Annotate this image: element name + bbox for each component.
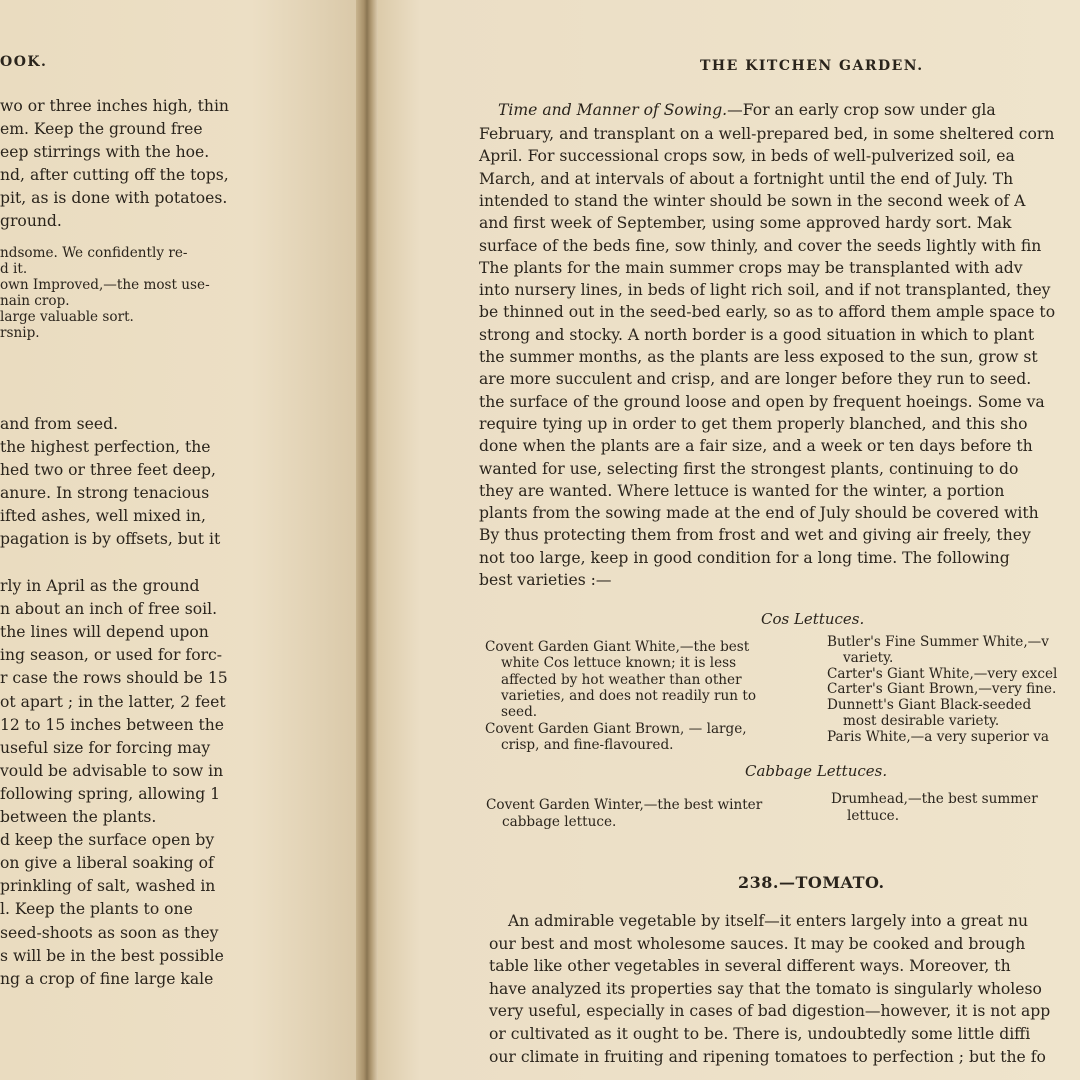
text-line: hed two or three feet deep,: [0, 461, 216, 479]
text-line: pagation is by offsets, but it: [0, 530, 221, 548]
text-line: or cultivated as it ought to be. There is, undoubtedly some little diffi: [489, 1025, 1031, 1043]
text-line: d it.: [0, 261, 28, 277]
text-line: plants from the sowing made at the end of July should be covered with: [479, 504, 1039, 523]
text-line: anure. In strong tenacious: [0, 484, 210, 502]
text-line: ground.: [0, 212, 62, 230]
text-line: crisp, and fine-flavoured.: [501, 736, 674, 753]
text-line: March, and at intervals of about a fortnight until the end of July. Th: [479, 169, 1014, 188]
text-line: not too large, keep in good condition for a long time. The following: [479, 548, 1010, 567]
text-line: between the plants.: [0, 808, 157, 826]
text-line: surface of the beds fine, sow thinly, and cover the seeds lightly with fin: [479, 236, 1042, 255]
text-line: 12 to 15 inches between the: [0, 715, 225, 734]
text-line: the surface of the ground loose and open by frequent hoeings. Some va: [479, 392, 1045, 411]
text-line: very useful, especially in cases of bad digestion—however, it is not app: [489, 1002, 1051, 1021]
text-line: and from seed.: [0, 415, 119, 433]
text-line: our climate in fruiting and ripening tomatoes to perfection ; but the fo: [489, 1047, 1046, 1066]
text-line: ndsome. We confidently re-: [0, 245, 188, 261]
text-line: rsnip.: [0, 325, 40, 341]
text-line: n about an inch of free soil.: [0, 600, 218, 619]
text-line: s will be in the best possible: [0, 946, 224, 965]
text-line: on give a liberal soaking of: [0, 854, 214, 873]
text-line: Carter's Giant Brown,—very fine.: [827, 681, 1057, 698]
text-line: em. Keep the ground free: [0, 120, 203, 138]
text-line: large valuable sort.: [0, 309, 134, 325]
text-line: Covent Garden Giant White,—the best: [485, 639, 750, 655]
text-line: variety.: [843, 649, 894, 666]
text-line: seed-shoots as soon as they: [0, 923, 219, 942]
text-line: ng a crop of fine large kale: [0, 969, 214, 988]
text-line: rly in April as the ground: [0, 577, 200, 595]
right-running-head: THE KITCHEN GARDEN.: [700, 58, 924, 74]
text-line: our best and most wholesome sauces. It may be cooked and brough: [489, 934, 1026, 953]
cabbage-lettuces-heading: Cabbage Lettuces.: [745, 762, 888, 780]
text-line: By thus protecting them from frost and wet and giving air freely, they: [479, 526, 1031, 545]
text-line: Covent Garden Giant Brown, — large,: [485, 720, 747, 737]
text-line: have analyzed its properties say that the tomato is singularly wholeso: [489, 979, 1042, 998]
text-line: white Cos lettuce known; it is less: [501, 655, 737, 672]
text-line: be thinned out in the seed-bed early, so as to afford them ample space to: [479, 303, 1056, 322]
text-line: April. For successional crops sow, in beds of well-pulverized soil, ea: [479, 147, 1015, 166]
text-line: varieties, and does not readily run to: [501, 687, 757, 704]
text-line: nain crop.: [0, 293, 70, 309]
paragraph-lead-italic: Time and Manner of Sowing.: [498, 101, 728, 119]
text-line: Carter's Giant White,—very excel: [827, 665, 1058, 682]
text-line: most desirable variety.: [843, 713, 1000, 729]
text-line: ifted ashes, well mixed in,: [0, 507, 206, 525]
text-line: nd, after cutting off the tops,: [0, 166, 229, 184]
text-line: best varieties :—: [479, 571, 612, 589]
text-line: ot apart ; in the latter, 2 feet: [0, 692, 226, 711]
text-line: The plants for the main summer crops may be transplanted with adv: [479, 258, 1023, 277]
text-line: useful size for forcing may: [0, 738, 211, 757]
text-line: February, and transplant on a well-prepared bed, in some sheltered corn: [479, 125, 1055, 143]
tomato-section-title: 238.—TOMATO.: [738, 873, 885, 892]
text-line: Dunnett's Giant Black-seeded: [827, 697, 1032, 714]
text-line: and first week of September, using some approved hardy sort. Mak: [479, 214, 1012, 233]
text-line: own Improved,—the most use-: [0, 277, 210, 293]
text-line: table like other vegetables in several different ways. Moreover, th: [489, 957, 1011, 976]
text-line: into nursery lines, in beds of light rich soil, and if not transplanted, they: [479, 281, 1051, 300]
text-line: the lines will depend upon: [0, 623, 209, 642]
text-line: Paris White,—a very superior va: [827, 728, 1050, 745]
text-line: following spring, allowing 1: [0, 784, 221, 803]
text-line: An admirable vegetable by itself—it enters largely into a great nu: [508, 912, 1029, 930]
text-line: vould be advisable to sow in: [0, 761, 224, 780]
text-line: l. Keep the plants to one: [0, 900, 193, 919]
text-line: they are wanted. Where lettuce is wanted for the winter, a portion: [479, 481, 1005, 500]
text-line: wanted for use, selecting first the strongest plants, continuing to do: [479, 459, 1019, 478]
text-line: pit, as is done with potatoes.: [0, 189, 228, 207]
text-line: eep stirrings with the hoe.: [0, 143, 210, 161]
text-line: affected by hot weather than other: [501, 671, 742, 688]
text-line: Drumhead,—the best summer: [831, 791, 1038, 807]
text-line: the highest perfection, the: [0, 438, 211, 456]
text-line: require tying up in order to get them properly blanched, and this sho: [479, 414, 1028, 433]
text-line: Covent Garden Winter,—the best winter: [486, 797, 763, 813]
left-running-head: OOK.: [0, 54, 48, 70]
text-line: strong and stocky. A north border is a good situation in which to plant: [479, 325, 1035, 344]
text-line: done when the plants are a fair size, and a week or ten days before th: [479, 437, 1033, 456]
text-line: seed.: [501, 704, 538, 721]
paragraph-lead-line: [498, 100, 996, 120]
text-line: cabbage lettuce.: [502, 813, 617, 830]
text-line: r case the rows should be 15: [0, 669, 228, 688]
text-line: lettuce.: [847, 807, 900, 824]
text-line: d keep the surface open by: [0, 831, 215, 850]
left-page: [0, 0, 360, 1080]
text-line: ing season, or used for forc-: [0, 646, 223, 665]
text-line: intended to stand the winter should be sown in the second week of A: [479, 191, 1026, 210]
text-line: prinkling of salt, washed in: [0, 877, 216, 896]
text-line: the summer months, as the plants are less exposed to the sun, grow st: [479, 348, 1038, 366]
book-gutter: [356, 0, 378, 1080]
right-page: [378, 0, 1080, 1080]
cos-lettuces-heading: Cos Lettuces.: [761, 610, 865, 628]
text-line: wo or three inches high, thin: [0, 97, 229, 115]
paragraph-lead-rest: —For an early crop sow under gla: [727, 101, 996, 119]
text-line: are more succulent and crisp, and are longer before they run to seed.: [479, 370, 1032, 389]
text-line: Butler's Fine Summer White,—v: [827, 634, 1049, 650]
